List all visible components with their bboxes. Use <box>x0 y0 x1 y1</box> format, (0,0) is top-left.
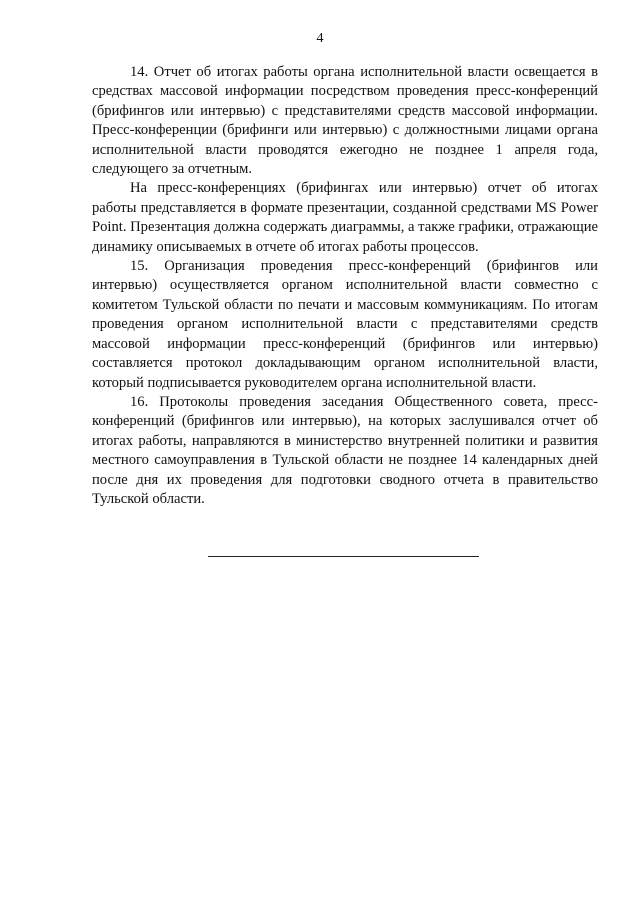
paragraph-presentation: На пресс-конференциях (брифингах или интервью) отчет об итогах работы представляется в формате презентации, созданной средствами MS Power Point. Презентация должна содержать диаграммы, а также графики, отражающие динамику описываемых в отчете об итогах работы процессов. <box>92 180 598 255</box>
document-body <box>92 63 598 509</box>
page-number: 4 <box>316 31 324 46</box>
paragraph-14: 14. Отчет об итогах работы органа исполнительной власти освещается в средствах массовой информации посредством проведения пресс-конференций (брифингов или интервью) с представителями средств массовой информации. Пресс-конференции (брифинги или интервью) с должностными лицами органа исполнительной власти проводятся ежегодно не позднее 1 апреля года, следующего за отчетным. <box>92 64 598 178</box>
end-separator-line <box>208 556 479 557</box>
paragraph-15: 15. Организация проведения пресс-конференций (брифингов или интервью) осуществляется органом исполнительной власти совместно с комитетом Тульской области по печати и массовым коммуникациям. По итогам проведения органом исполнительной власти с представителями средств массовой информации пресс-конференций (брифингов или интервью) составляется протокол докладывающим органом исполнительной власти, который подписывается руководителем органа исполнительной власти. <box>92 258 598 391</box>
paragraph-16: 16. Протоколы проведения заседания Общественного совета, пресс-конференций (брифингов или интервью), на которых заслушивался отчет об итогах работы, направляются в министерство внутренней политики и развития местного самоуправления в Тульской области не позднее 14 календарных дней после дня их проведения для подготовки сводного отчета в правительство Тульской области. <box>92 393 598 507</box>
